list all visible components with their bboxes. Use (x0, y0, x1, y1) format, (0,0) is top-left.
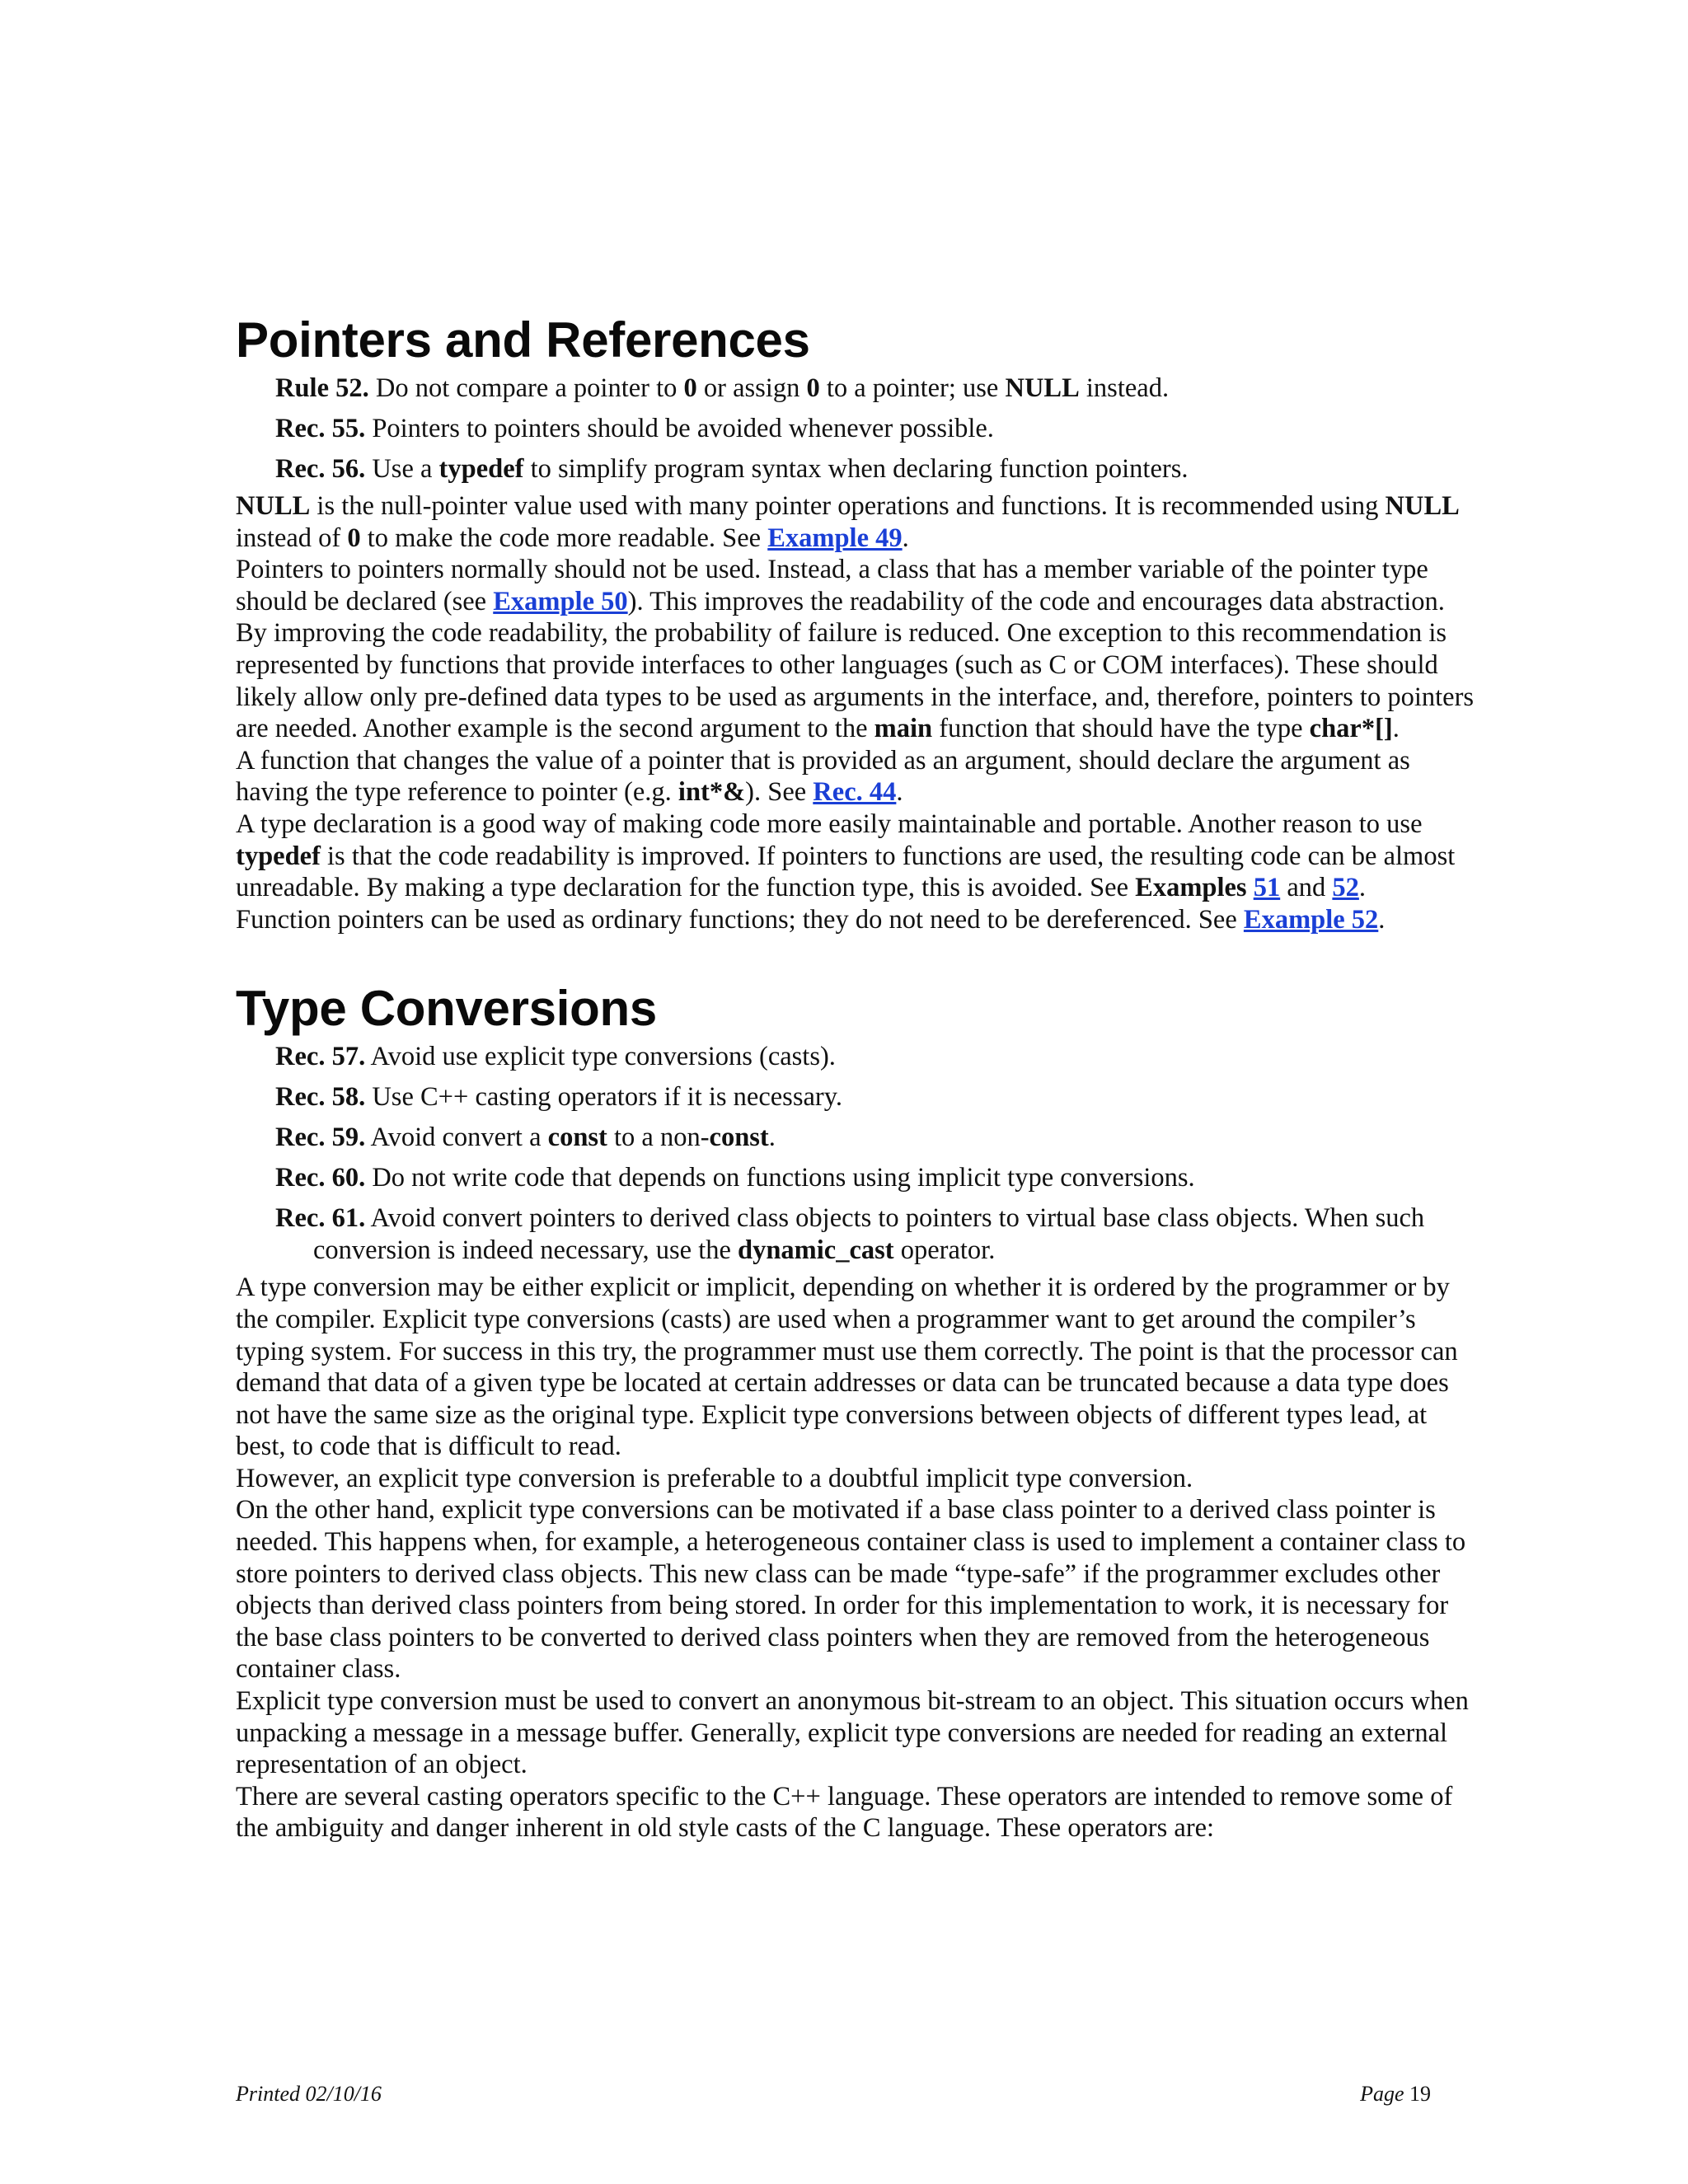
rule-text: to simplify program syntax when declaring function pointers. (523, 454, 1189, 484)
rule-keyword: typedef (438, 454, 524, 484)
page-footer (236, 2082, 1431, 2107)
paragraph-null (236, 490, 1480, 554)
text: ). See (745, 777, 814, 808)
rule-label: Rec. 55. (275, 414, 366, 443)
rule-text: or assign (696, 373, 807, 403)
text: is the null-pointer value used with many pointer operations and functions. It is recommended using (310, 491, 1386, 521)
text: ). This improves the readability of the code and encourages data abstraction. By improving the code readability, the probability of failure is reduced. One exception to this recommendation is represented by functions that provide interfaces to other languages (such as C or COM interfaces). These should likely allow only pre-defined data types to be used as arguments in the interface, and, therefore, pointers to pointers are needed. Another example is the second argument to the (236, 586, 1475, 744)
rule-keyword: 0 (806, 373, 820, 403)
rule-text: Avoid convert a (365, 1122, 548, 1153)
rule-label: Rec. 57. (275, 1042, 366, 1072)
link-rec-44[interactable]: Rec. 44 (813, 777, 897, 808)
keyword: char*[] (1309, 714, 1393, 744)
text: . (1392, 714, 1400, 744)
text: . (902, 523, 909, 553)
rule-label: Rule 52. (275, 373, 369, 403)
keyword: typedef (236, 841, 321, 871)
link-example-52[interactable]: Example 52 (1243, 904, 1379, 935)
text: is that the code readability is improved. If pointers to functions are used, the resulting code can be almost unreadable. By making a type declaration for the function type, this is avoided. See (236, 841, 1456, 903)
rule-text: Avoid use explicit type conversions (casts). (365, 1042, 836, 1072)
rule-label: Rec. 61. (275, 1203, 366, 1234)
rec-55 (275, 413, 1480, 445)
keyword: NULL (236, 491, 311, 521)
rule-text: Do not write code that depends on functions using implicit type conversions. (365, 1163, 1195, 1193)
section-title-pointers-and-references: Pointers and References (236, 312, 810, 368)
rec-57 (275, 1041, 1480, 1073)
page-label: Page (1360, 2082, 1404, 2106)
rule-list (236, 1041, 1480, 1267)
text: function that should have the type (932, 714, 1310, 744)
link-example-51[interactable]: 51 (1253, 873, 1281, 903)
rule-keyword: const (709, 1122, 769, 1153)
rule-label: Rec. 56. (275, 454, 366, 484)
paragraph-typedef (236, 808, 1480, 904)
rule-keyword: const (547, 1122, 607, 1153)
paragraph-preferable: However, an explicit type conversion is preferable to a doubtful implicit type conversion. (236, 1463, 1193, 1493)
link-example-52[interactable]: 52 (1332, 873, 1359, 903)
paragraph-reference-to-pointer (236, 745, 1480, 808)
rule-text: Do not compare a pointer to (368, 373, 684, 403)
paragraph-pointers-to-pointers (236, 554, 1480, 745)
rule-52 (275, 373, 1480, 405)
text (1247, 873, 1254, 902)
text: Function pointers can be used as ordinary functions; they do not need to be dereferenced. See (236, 904, 1244, 935)
text: A function that changes the value of a pointer that is provided as an argument, should declare the argument as having the type reference to pointer (e.g. (236, 745, 1410, 808)
rule-list (236, 373, 1480, 485)
text: . (896, 777, 903, 808)
rule-label: Rec. 60. (275, 1163, 366, 1193)
paragraph-bit-stream: Explicit type conversion must be used to convert an anonymous bit-stream to an object. This situation occurs when unpacking a message in a message buffer. Generally, explicit type conversions are needed for reading an external representation of an object. (236, 1686, 1469, 1780)
rule-label: Rec. 58. (275, 1082, 366, 1113)
page-indicator (1360, 2082, 1431, 2107)
paragraph-explicit-implicit: A type conversion may be either explicit or implicit, depending on whether it is ordered by the programmer or by the compiler. Explicit type conversions (casts) are used when a programmer want to get around the compiler’s typing system. For success in this try, the programmer must use them correctly. The point is that the processor can demand that data of a given type be located at certain addresses or data can be truncated because a data type does not have the same size as the original type. Explicit type conversions between objects of different types lead, at best, to code that is difficult to read. (236, 1272, 1458, 1462)
text: A type declaration is a good way of making code more easily maintainable and portable. Another reason to use (236, 808, 1423, 839)
rec-59 (275, 1122, 1480, 1154)
text: . (1378, 904, 1386, 935)
rule-text: to a pointer; use (819, 373, 1006, 403)
rec-56 (275, 453, 1480, 485)
rule-text: instead. (1079, 373, 1170, 403)
section-title-type-conversions: Type Conversions (236, 981, 657, 1037)
keyword: NULL (1385, 491, 1460, 521)
text: Pointers to pointers normally should not be used. Instead, a class that has a member variable of the pointer type should be declared (see (236, 555, 1428, 616)
rule-text: Pointers to pointers should be avoided whenever possible. (365, 414, 994, 443)
rule-text: Avoid convert pointers to derived class objects to pointers to virtual base class objects. When such conversion is indeed necessary, use the (313, 1203, 1425, 1266)
page-number: 19 (1409, 2082, 1431, 2106)
keyword: int*& (678, 777, 746, 808)
text: . (1358, 873, 1367, 903)
paragraph-function-pointers (236, 904, 1480, 936)
rec-60 (275, 1162, 1480, 1194)
page-content (236, 312, 1480, 1844)
rule-text: Use a (365, 454, 439, 484)
text: to make the code more readable. See (360, 523, 768, 553)
rule-keyword: dynamic_cast (738, 1235, 894, 1266)
text: and (1280, 873, 1333, 903)
keyword: 0 (347, 523, 361, 553)
rule-text: operator. (893, 1235, 996, 1266)
rule-label: Rec. 59. (275, 1122, 366, 1153)
link-example-50[interactable]: Example 50 (493, 586, 628, 616)
rule-keyword: 0 (683, 373, 697, 403)
rule-text: Use C++ casting operators if it is necessary. (365, 1082, 842, 1113)
keyword: main (874, 714, 933, 744)
rec-58 (275, 1081, 1480, 1113)
rule-keyword: NULL (1005, 373, 1080, 403)
printed-date: Printed 02/10/16 (236, 2082, 382, 2106)
paragraph-base-class-pointer: On the other hand, explicit type conversions can be motivated if a base class pointer to a derived class pointer is needed. This happens when, for example, a heterogeneous container class is used to implement a container class to store pointers to derived class objects. This new class can be made “type-safe” if the programmer excludes other objects than derived class pointers from being stored. In order for this implementation to work, it is necessary for the base class pointers to be converted to derived class pointers when they are removed from the heterogeneous container class. (236, 1495, 1466, 1685)
text: instead of (236, 523, 348, 553)
link-example-49[interactable]: Example 49 (767, 523, 903, 553)
rule-text: to a non- (607, 1122, 710, 1153)
keyword: Examples (1135, 873, 1247, 903)
rec-61 (275, 1202, 1480, 1267)
rule-text: . (768, 1122, 776, 1153)
paragraph-casting-operators: There are several casting operators specific to the C++ language. These operators are intended to remove some of the ambiguity and danger inherent in old style casts of the C language. These operators are: (236, 1781, 1453, 1844)
